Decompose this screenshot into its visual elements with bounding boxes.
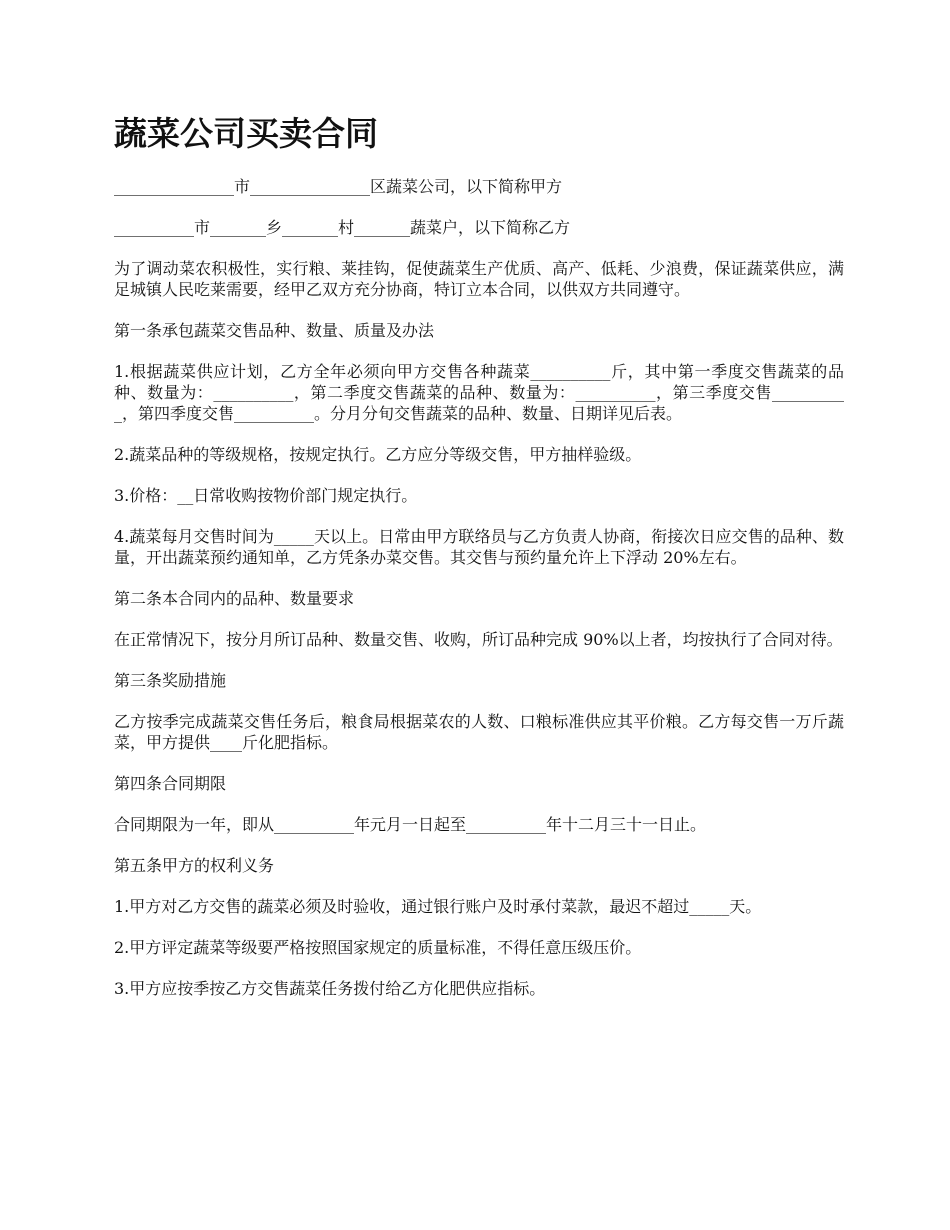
party-b-line: __________市_______乡_______村_______蔬菜户，以下简称乙方 bbox=[114, 218, 571, 237]
page-title: 蔬菜公司买卖合同 bbox=[114, 114, 378, 153]
article-3-body: 乙方按季完成蔬菜交售任务后，粮食局根据菜农的人数、口粮标准供应其平价粮。乙方每交售一万斤蔬菜，甲方提供____斤化肥指标。 bbox=[114, 712, 844, 752]
article-1-clause-4: 4.蔬菜每月交售时间为_____天以上。日常由甲方联络员与乙方负责人协商，衔接次日应交售的品种、数量，开出蔬菜预约通知单，乙方凭条办菜交售。其交售与预约量允许上下浮动 20%左右。 bbox=[114, 527, 844, 567]
article-3-heading: 第三条奖励措施 bbox=[114, 671, 227, 690]
party-a-line: _______________市_______________区蔬菜公司，以下简称甲方 bbox=[114, 177, 563, 196]
article-2-heading: 第二条本合同内的品种、数量要求 bbox=[114, 589, 355, 608]
article-5-clause-1: 1.甲方对乙方交售的蔬菜必须及时验收，通过银行账户及时承付菜款，最迟不超过_____天。 bbox=[114, 897, 762, 916]
article-1-heading: 第一条承包蔬菜交售品种、数量、质量及办法 bbox=[114, 321, 435, 340]
article-1-clause-3: 3.价格：__日常收购按物价部门规定执行。 bbox=[114, 486, 418, 505]
article-4-heading: 第四条合同期限 bbox=[114, 774, 227, 793]
article-4-body: 合同期限为一年，即从__________年元月一日起至__________年十二月三十一日止。 bbox=[114, 815, 707, 834]
article-1-clause-1: 1.根据蔬菜供应计划，乙方全年必须向甲方交售各种蔬菜__________斤，其中第一季度交售蔬菜的品种、数量为：__________，第二季度交售蔬菜的品种、数量为：__________，第三季度交售__________，第四季度交售__________。分月分旬交售蔬菜的品种、数量、日期详见后表。 bbox=[114, 362, 844, 423]
article-5-clause-2: 2.甲方评定蔬菜等级要严格按照国家规定的质量标准，不得任意压级压价。 bbox=[114, 938, 642, 957]
article-5-heading: 第五条甲方的权利义务 bbox=[114, 856, 275, 875]
article-2-body: 在正常情况下，按分月所订品种、数量交售、收购，所订品种完成 90%以上者，均按执行了合同对待。 bbox=[114, 630, 843, 649]
preamble-paragraph: 为了调动菜农积极性，实行粮、莱挂钩，促使蔬菜生产优质、高产、低耗、少浪费，保证蔬菜供应，满足城镇人民吃莱需要，经甲乙双方充分协商，特订立本合同，以供双方共同遵守。 bbox=[114, 259, 844, 299]
contract-body bbox=[114, 112, 844, 1019]
article-1-clause-2: 2.蔬菜品种的等级规格，按规定执行。乙方应分等级交售，甲方抽样验级。 bbox=[114, 445, 642, 464]
article-5-clause-3: 3.甲方应按季按乙方交售蔬菜任务拨付给乙方化肥供应指标。 bbox=[114, 979, 546, 998]
